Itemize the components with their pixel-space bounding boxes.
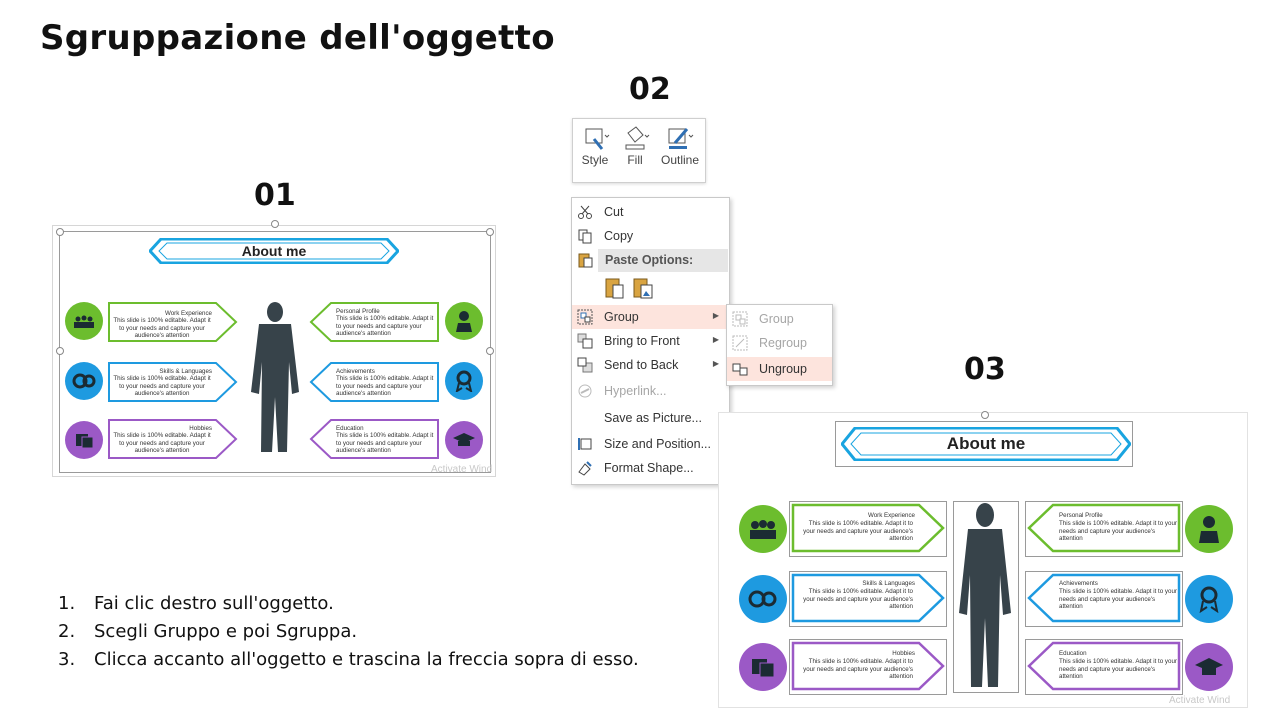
item-body: This slide is 100% editable. Adapt it to your needs and capture your audience's attention bbox=[1059, 588, 1177, 611]
graduation-cap-icon bbox=[1194, 656, 1224, 678]
award-icon bbox=[455, 370, 473, 392]
info-box-personal-profile bbox=[1027, 503, 1181, 553]
circle-hobbies bbox=[65, 421, 103, 459]
fill-button[interactable] bbox=[615, 125, 655, 167]
rotation-handle[interactable] bbox=[271, 220, 279, 228]
instruction-list bbox=[58, 590, 639, 674]
size-position-icon bbox=[577, 436, 593, 452]
item-body: This slide is 100% editable. Adapt it to your needs and capture your audience's attention bbox=[113, 317, 211, 340]
item-title: Personal Profile bbox=[1059, 512, 1103, 519]
slide-thumbnail-grouped[interactable] bbox=[52, 225, 496, 477]
resize-handle[interactable] bbox=[486, 228, 494, 236]
info-box-achievements bbox=[309, 362, 439, 402]
menu-item-size-and-position[interactable]: Size and Position... bbox=[572, 432, 729, 456]
item-title: Work Experience bbox=[868, 512, 915, 519]
item-body: This slide is 100% editable. Adapt it to your needs and capture your audience's attention bbox=[336, 315, 434, 338]
submenu-item-regroup[interactable]: Regroup bbox=[727, 331, 832, 355]
businessman-silhouette bbox=[245, 302, 305, 454]
info-box-hobbies bbox=[108, 419, 238, 459]
item-body: This slide is 100% editable. Adapt it to your needs and capture your audience's attention bbox=[803, 658, 913, 681]
item-body: This slide is 100% editable. Adapt it to your needs and capture your audience's attention bbox=[1059, 658, 1177, 681]
item-title: Education bbox=[1059, 650, 1087, 657]
info-box-work-experience bbox=[791, 503, 945, 553]
item-title: Skills & Languages bbox=[159, 368, 212, 375]
gears-icon bbox=[748, 588, 778, 610]
instruction-item: 3. Clicca accanto all'oggetto e trascina la freccia sopra di esso. bbox=[58, 649, 639, 670]
paste-options-header: Paste Options: bbox=[598, 249, 728, 272]
circle-education bbox=[445, 421, 483, 459]
paste-as-picture-icon[interactable] bbox=[632, 276, 654, 300]
item-body: This slide is 100% editable. Adapt it to your needs and capture your audience's attention bbox=[803, 520, 913, 543]
submenu-arrow-icon: ▶ bbox=[712, 359, 719, 368]
item-title: Hobbies bbox=[892, 650, 915, 657]
style-button[interactable] bbox=[575, 125, 615, 167]
step-number-01: 01 bbox=[254, 178, 296, 213]
about-me-banner bbox=[841, 427, 1131, 461]
item-title: Skills & Languages bbox=[862, 580, 915, 587]
businessman-icon bbox=[1198, 515, 1220, 543]
shape-format-ribbon bbox=[572, 118, 706, 183]
menu-item-format-shape[interactable]: Format Shape... bbox=[572, 456, 729, 480]
item-title: Education bbox=[336, 425, 364, 432]
regroup-icon bbox=[732, 335, 748, 351]
circle-skills bbox=[739, 575, 787, 623]
scissors-icon bbox=[577, 204, 593, 220]
group-submenu bbox=[726, 304, 833, 386]
item-title: Achievements bbox=[336, 368, 375, 375]
menu-item-hyperlink[interactable]: Hyperlink... bbox=[572, 379, 729, 403]
rotation-handle[interactable] bbox=[981, 411, 989, 419]
menu-item-group[interactable]: Group ▶ bbox=[572, 305, 729, 329]
circle-work-experience bbox=[739, 505, 787, 553]
menu-item-copy[interactable]: Copy bbox=[572, 224, 729, 248]
format-shape-icon bbox=[577, 460, 593, 476]
clipboard-icon bbox=[577, 252, 593, 268]
ungroup-icon bbox=[732, 361, 748, 377]
paste-keep-formatting-icon[interactable] bbox=[604, 276, 626, 300]
banner-heading: About me bbox=[946, 434, 1026, 453]
item-title: Achievements bbox=[1059, 580, 1098, 587]
style-icon bbox=[580, 125, 610, 151]
dice-icon bbox=[750, 656, 776, 678]
menu-item-save-as-picture[interactable]: Save as Picture... bbox=[604, 411, 702, 425]
submenu-item-ungroup[interactable]: Ungroup bbox=[727, 357, 832, 381]
about-me-banner bbox=[149, 238, 399, 264]
item-body: This slide is 100% editable. Adapt it to your needs and capture your audience's attention bbox=[1059, 520, 1177, 543]
group-icon bbox=[732, 311, 748, 327]
slide-thumbnail-ungrouped[interactable] bbox=[718, 412, 1248, 708]
watermark: Activate Wind bbox=[431, 464, 493, 475]
item-title: Work Experience bbox=[165, 310, 212, 317]
circle-education bbox=[1185, 643, 1233, 691]
meeting-icon bbox=[73, 313, 95, 329]
outline-label: Outline bbox=[660, 153, 700, 167]
submenu-item-group[interactable]: Group bbox=[727, 307, 832, 331]
item-title: Hobbies bbox=[189, 425, 212, 432]
outline-pen-icon bbox=[665, 125, 695, 151]
circle-hobbies bbox=[739, 643, 787, 691]
menu-item-cut[interactable]: Cut bbox=[572, 200, 729, 224]
style-label: Style bbox=[581, 153, 609, 167]
outline-button[interactable] bbox=[657, 125, 703, 167]
submenu-arrow-icon: ▶ bbox=[712, 311, 719, 320]
resize-handle[interactable] bbox=[56, 228, 64, 236]
info-box-work-experience bbox=[108, 302, 238, 342]
item-body: This slide is 100% editable. Adapt it to your needs and capture your audience's attention bbox=[336, 432, 434, 455]
banner-heading: About me bbox=[241, 243, 307, 259]
step-number-03: 03 bbox=[964, 352, 1006, 387]
context-menu bbox=[571, 197, 730, 485]
dice-icon bbox=[74, 431, 94, 449]
resize-handle[interactable] bbox=[56, 347, 64, 355]
step-number-02: 02 bbox=[629, 72, 671, 107]
businessman-silhouette bbox=[954, 503, 1016, 689]
copy-icon bbox=[577, 228, 593, 244]
fill-bucket-icon bbox=[620, 125, 650, 151]
award-icon bbox=[1198, 585, 1220, 613]
graduation-cap-icon bbox=[452, 431, 476, 449]
circle-work-experience bbox=[65, 302, 103, 340]
info-box-achievements bbox=[1027, 573, 1181, 623]
circle-personal-profile bbox=[1185, 505, 1233, 553]
instruction-item: 1. Fai clic destro sull'oggetto. bbox=[58, 593, 334, 614]
item-title: Personal Profile bbox=[336, 308, 380, 315]
item-body: This slide is 100% editable. Adapt it to your needs and capture your audience's attention bbox=[336, 375, 434, 398]
businessman-icon bbox=[455, 310, 473, 332]
fill-label: Fill bbox=[627, 153, 643, 167]
item-body: This slide is 100% editable. Adapt it to your needs and capture your audience's attention bbox=[113, 375, 211, 398]
item-body: This slide is 100% editable. Adapt it to your needs and capture your audience's attention bbox=[113, 432, 211, 455]
group-icon bbox=[577, 309, 593, 325]
info-box-education bbox=[309, 419, 439, 459]
page-title: Sgruppazione dell'oggetto bbox=[40, 18, 555, 58]
info-box-personal-profile bbox=[309, 302, 439, 342]
info-box-skills bbox=[791, 573, 945, 623]
instruction-item: 2. Scegli Gruppo e poi Sgruppa. bbox=[58, 621, 358, 642]
watermark: Activate Wind bbox=[1169, 695, 1231, 706]
resize-handle[interactable] bbox=[486, 347, 494, 355]
info-box-skills bbox=[108, 362, 238, 402]
menu-item-send-to-back[interactable]: Send to Back ▶ bbox=[572, 353, 729, 377]
bring-to-front-icon bbox=[577, 333, 593, 349]
meeting-icon bbox=[749, 518, 777, 540]
gears-icon bbox=[72, 372, 96, 390]
circle-personal-profile bbox=[445, 302, 483, 340]
info-box-education bbox=[1027, 641, 1181, 691]
menu-item-bring-to-front[interactable]: Bring to Front ▶ bbox=[572, 329, 729, 353]
info-box-hobbies bbox=[791, 641, 945, 691]
hyperlink-icon bbox=[577, 383, 593, 399]
item-body: This slide is 100% editable. Adapt it to your needs and capture your audience's attention bbox=[803, 588, 913, 611]
circle-achievements bbox=[445, 362, 483, 400]
submenu-arrow-icon: ▶ bbox=[712, 335, 719, 344]
circle-skills bbox=[65, 362, 103, 400]
send-to-back-icon bbox=[577, 357, 593, 373]
circle-achievements bbox=[1185, 575, 1233, 623]
